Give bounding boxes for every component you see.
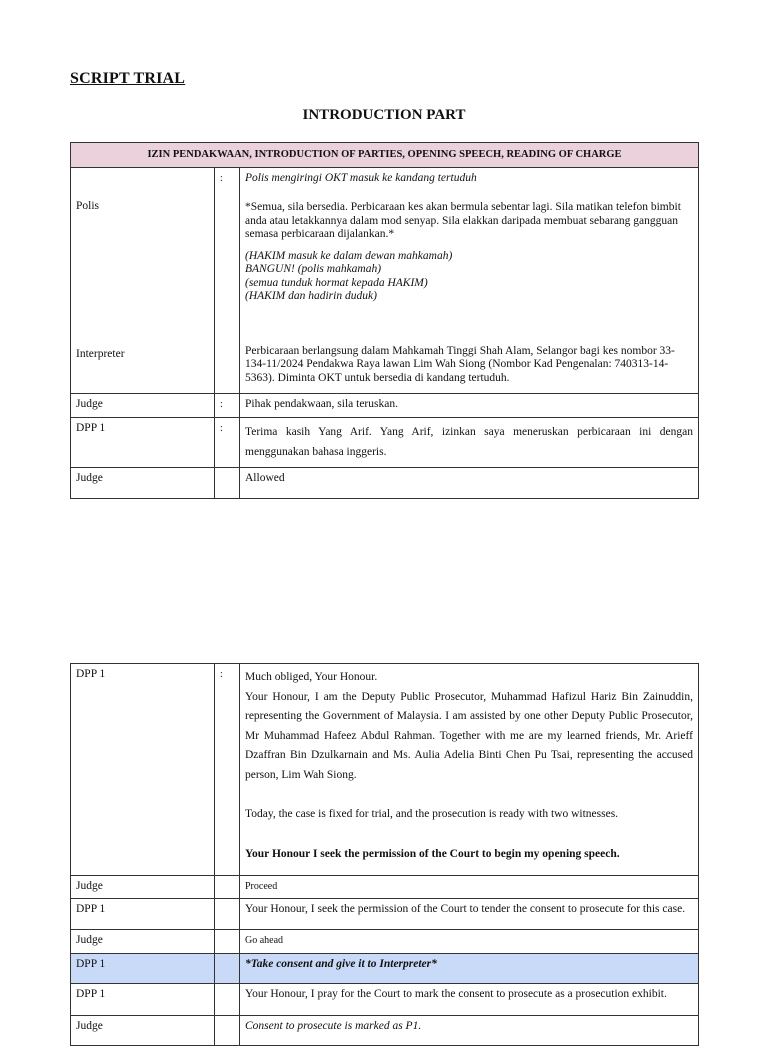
script-table-opening <box>70 663 699 1046</box>
dialogue-cell <box>240 167 699 393</box>
dialogue-text: *Semua, sila bersedia. Perbicaraan kes akan bermula sebentar lagi. Sila matikan telefon bimbit anda atau letakkannya dalam mod senyap. Sila elakkan daripada membuat sebarang gangguan semasa perbicaraan dijalankan.* <box>245 201 681 240</box>
table-row-highlighted <box>71 953 699 983</box>
table-row <box>71 167 699 393</box>
speaker-cell: DPP 1 <box>71 664 215 876</box>
document-title: SCRIPT TRIAL <box>70 70 186 87</box>
dialogue-text: Much obliged, Your Honour. <box>245 671 378 683</box>
speaker-cell: DPP 1 <box>71 983 215 1015</box>
dialogue-cell: Pihak pendakwaan, sila teruskan. <box>240 393 699 417</box>
stage-direction: Polis mengiringi OKT masuk ke kandang tertuduh <box>245 171 477 184</box>
colon-cell: : <box>215 417 240 467</box>
table-row <box>71 876 699 899</box>
speaker-cell <box>71 167 215 393</box>
dialogue-cell: Your Honour, I seek the permission of the Court to tender the consent to prosecute for this case. <box>240 898 699 929</box>
table-row <box>71 929 699 953</box>
stage-direction: BANGUN! (polis mahkamah) <box>245 263 382 275</box>
dialogue-cell: Your Honour, I pray for the Court to mark the consent to prosecute as a prosecution exhibit. <box>240 983 699 1015</box>
colon-cell: : <box>215 664 240 876</box>
script-table-introduction <box>70 142 699 499</box>
speaker-cell: DPP 1 <box>71 953 215 983</box>
stage-direction: (HAKIM masuk ke dalam dewan mahkamah) <box>245 249 453 262</box>
table-row <box>71 983 699 1015</box>
dialogue-text: Today, the case is fixed for trial, and the prosecution is ready with two witnesses. <box>245 808 619 820</box>
table-row <box>71 664 699 876</box>
dialogue-text: Your Honour I seek the permission of the Court to begin my opening speech. <box>245 847 620 860</box>
dialogue-cell: Go ahead <box>240 929 699 953</box>
part-title: INTRODUCTION PART <box>302 107 466 123</box>
table-header-row <box>71 143 699 168</box>
speaker-cell: Judge <box>71 467 215 498</box>
dialogue-text: Perbicaraan berlangsung dalam Mahkamah Tinggi Shah Alam, Selangor bagi kes nombor 33-134-11/2024 Pendakwa Raya lawan Lim Wah Siong (Nombor Kad Pengenalan: 740313-14-5363). Diminta OKT untuk bersedia di kandang tertuduh. <box>245 344 675 384</box>
speaker-cell: Judge <box>71 876 215 899</box>
dialogue-cell: Allowed <box>240 467 699 498</box>
colon-cell: : <box>215 167 240 393</box>
table-row <box>71 393 699 417</box>
table-row <box>71 898 699 929</box>
colon-cell <box>215 467 240 498</box>
speaker-cell: Judge <box>71 393 215 417</box>
speaker-cell: DPP 1 <box>71 898 215 929</box>
stage-direction: (semua tunduk hormat kepada HAKIM) <box>245 276 428 289</box>
dialogue-cell: Proceed <box>240 876 699 899</box>
table-row <box>71 467 699 498</box>
table-header: IZIN PENDAKWAAN, INTRODUCTION OF PARTIES, OPENING SPEECH, READING OF CHARGE <box>71 143 699 168</box>
stage-direction: (HAKIM dan hadirin duduk) <box>245 290 377 302</box>
table-row <box>71 417 699 467</box>
speaker-cell: Judge <box>71 1015 215 1045</box>
stage-direction: *Take consent and give it to Interpreter* <box>240 953 699 983</box>
speaker-polis: Polis <box>76 199 100 212</box>
table-row <box>71 1015 699 1045</box>
dialogue-cell <box>240 664 699 876</box>
dialogue-cell: Terima kasih Yang Arif. Yang Arif, izinkan saya meneruskan perbicaraan ini dengan menggunakan bahasa inggeris. <box>240 417 699 467</box>
dialogue-text: Your Honour, I am the Deputy Public Prosecutor, Muhammad Hafizul Hariz Bin Zainuddin, representing the Government of Malaysia. I am assisted by one other Deputy Public Prosecutor, Mr Muhammad Hafeez Abdul Rahman. Together with me are my learned friends, Mr. Arieff Dzaffran Bin Dzulkarnain and Ms. Aulia Adelia Binti Chen Pu Tsai, representing the accused person, Lim Wah Siong. <box>245 690 693 781</box>
speaker-cell: DPP 1 <box>71 417 215 467</box>
dialogue-cell: Consent to prosecute is marked as P1. <box>240 1015 699 1045</box>
speaker-cell: Judge <box>71 929 215 953</box>
speaker-interpreter: Interpreter <box>76 347 125 360</box>
colon-cell: : <box>215 393 240 417</box>
